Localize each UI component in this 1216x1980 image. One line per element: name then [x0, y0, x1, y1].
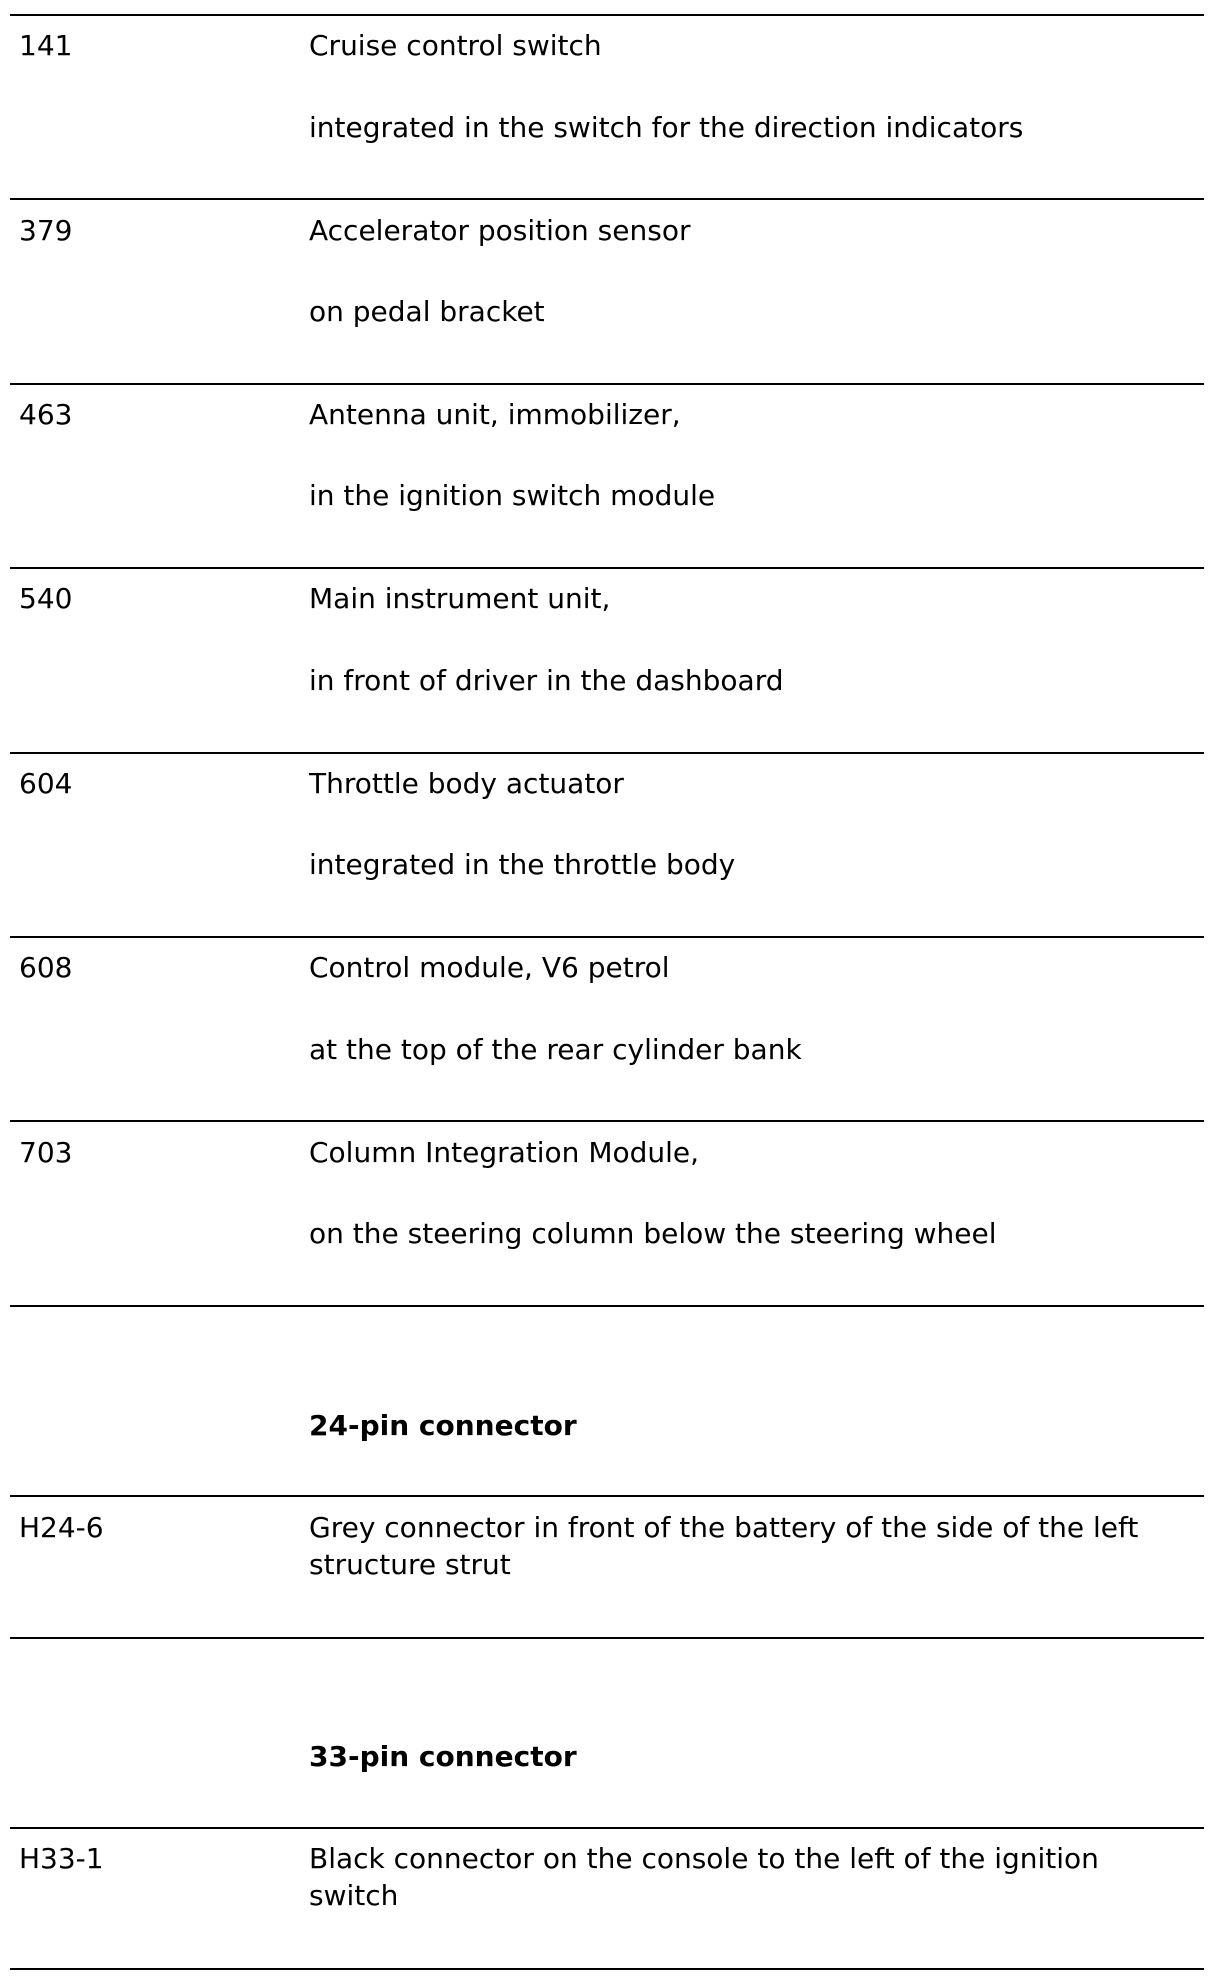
component-name: Antenna unit, immobilizer,: [309, 398, 681, 431]
component-code: 141: [19, 29, 73, 62]
connector-description: Grey connector in front of the battery of the side of the left structure strut: [309, 1511, 1139, 1581]
component-code: 463: [19, 398, 73, 431]
component-code: 703: [19, 1136, 73, 1169]
component-name: Control module, V6 petrol: [309, 951, 670, 984]
component-code: 608: [19, 951, 73, 984]
component-location: on pedal bracket: [309, 295, 545, 328]
row-divider: [10, 1968, 1204, 1970]
row-divider: [10, 936, 1204, 938]
component-name: Throttle body actuator: [309, 767, 624, 800]
row-divider: [10, 1120, 1204, 1122]
connector-code: H24-6: [19, 1511, 104, 1544]
component-location: integrated in the switch for the direction indicators: [309, 111, 1024, 144]
connector-description: Black connector on the console to the left of the ignition switch: [309, 1842, 1099, 1912]
row-divider: [10, 1827, 1204, 1829]
row-divider: [10, 1495, 1204, 1497]
component-name: Cruise control switch: [309, 29, 602, 62]
connector-code: H33-1: [19, 1842, 104, 1875]
component-code: 604: [19, 767, 73, 800]
row-divider: [10, 1305, 1204, 1307]
component-name: Column Integration Module,: [309, 1136, 700, 1169]
component-location: at the top of the rear cylinder bank: [309, 1033, 802, 1066]
section-heading-24-pin: 24-pin connector: [309, 1409, 577, 1442]
component-location: integrated in the throttle body: [309, 848, 736, 881]
component-location: on the steering column below the steering wheel: [309, 1217, 997, 1250]
component-location: in the ignition switch module: [309, 479, 716, 512]
row-divider: [10, 14, 1204, 16]
row-divider: [10, 383, 1204, 385]
component-name: Main instrument unit,: [309, 582, 611, 615]
component-code: 379: [19, 214, 73, 247]
row-divider: [10, 752, 1204, 754]
row-divider: [10, 1637, 1204, 1639]
component-code: 540: [19, 582, 73, 615]
component-location: in front of driver in the dashboard: [309, 664, 784, 697]
component-name: Accelerator position sensor: [309, 214, 691, 247]
row-divider: [10, 567, 1204, 569]
section-heading-33-pin: 33-pin connector: [309, 1740, 577, 1773]
row-divider: [10, 198, 1204, 200]
